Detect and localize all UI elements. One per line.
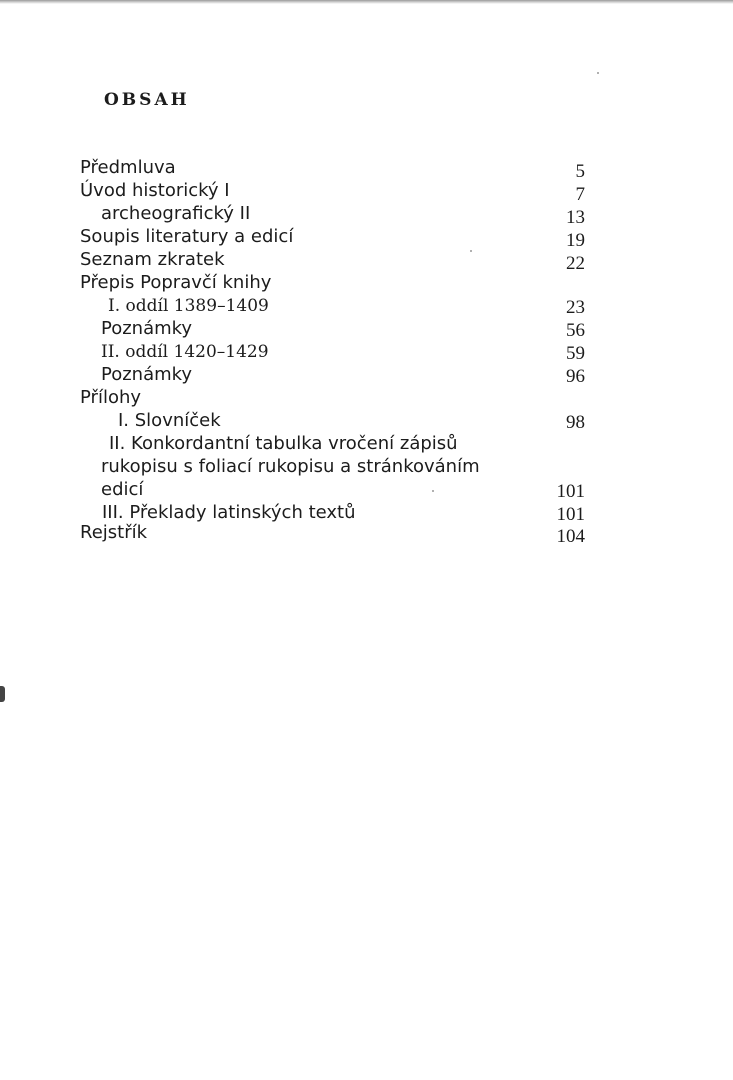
scan-dust — [597, 72, 599, 74]
toc-entry-page: 7 — [575, 184, 585, 205]
toc-entry-page: 19 — [566, 230, 585, 251]
toc-entry-title: archeografický II — [101, 203, 251, 224]
toc-entry-title: Předmluva — [80, 157, 176, 178]
toc-entry-page: 101 — [556, 504, 585, 525]
toc-entry-title: Seznam zkratek — [80, 249, 225, 270]
toc-entry-title: edicí — [101, 479, 144, 500]
toc-entry-page: 23 — [566, 297, 585, 318]
toc-entry-title: Soupis literatury a edicí — [80, 226, 294, 247]
toc-entry-page: 22 — [566, 253, 585, 274]
page-top-edge — [0, 0, 733, 4]
toc-entry-title: Přepis Popravčí knihy — [80, 272, 272, 293]
toc-entry-title: Úvod historický I — [80, 180, 230, 201]
toc-entry-page: 56 — [566, 320, 585, 341]
toc-entry-title: rukopisu s foliací rukopisu a stránkováním — [101, 456, 480, 477]
toc-entry-title: II. Konkordantní tabulka vročení zápisů — [109, 433, 458, 454]
toc-entry-title: II. oddíl 1420–1429 — [101, 342, 269, 362]
page-title: OBSAH — [104, 90, 190, 110]
toc-entry-title: I. oddíl 1389–1409 — [108, 296, 269, 316]
scan-dust — [432, 490, 434, 492]
toc-entry-page: 13 — [566, 207, 585, 228]
toc-entry-page: 96 — [566, 366, 585, 387]
toc-entry-title: Poznámky — [101, 364, 193, 385]
toc-entry-title: Přílohy — [80, 387, 142, 408]
toc-entry-page: 98 — [566, 412, 585, 433]
toc-entry-title: III. Překlady latinských textů — [102, 502, 356, 523]
toc-entry-page: 101 — [556, 481, 585, 502]
scan-speck — [0, 686, 5, 702]
toc-entry-page: 104 — [556, 526, 585, 547]
toc-entry-page: 5 — [575, 161, 585, 182]
toc-entry-page: 59 — [566, 343, 585, 364]
toc-entry-title: Poznámky — [101, 318, 193, 339]
toc-entry-title: Rejstřík — [80, 522, 148, 543]
toc-entry-title: I. Slovníček — [118, 410, 221, 431]
scan-dust — [470, 250, 472, 252]
